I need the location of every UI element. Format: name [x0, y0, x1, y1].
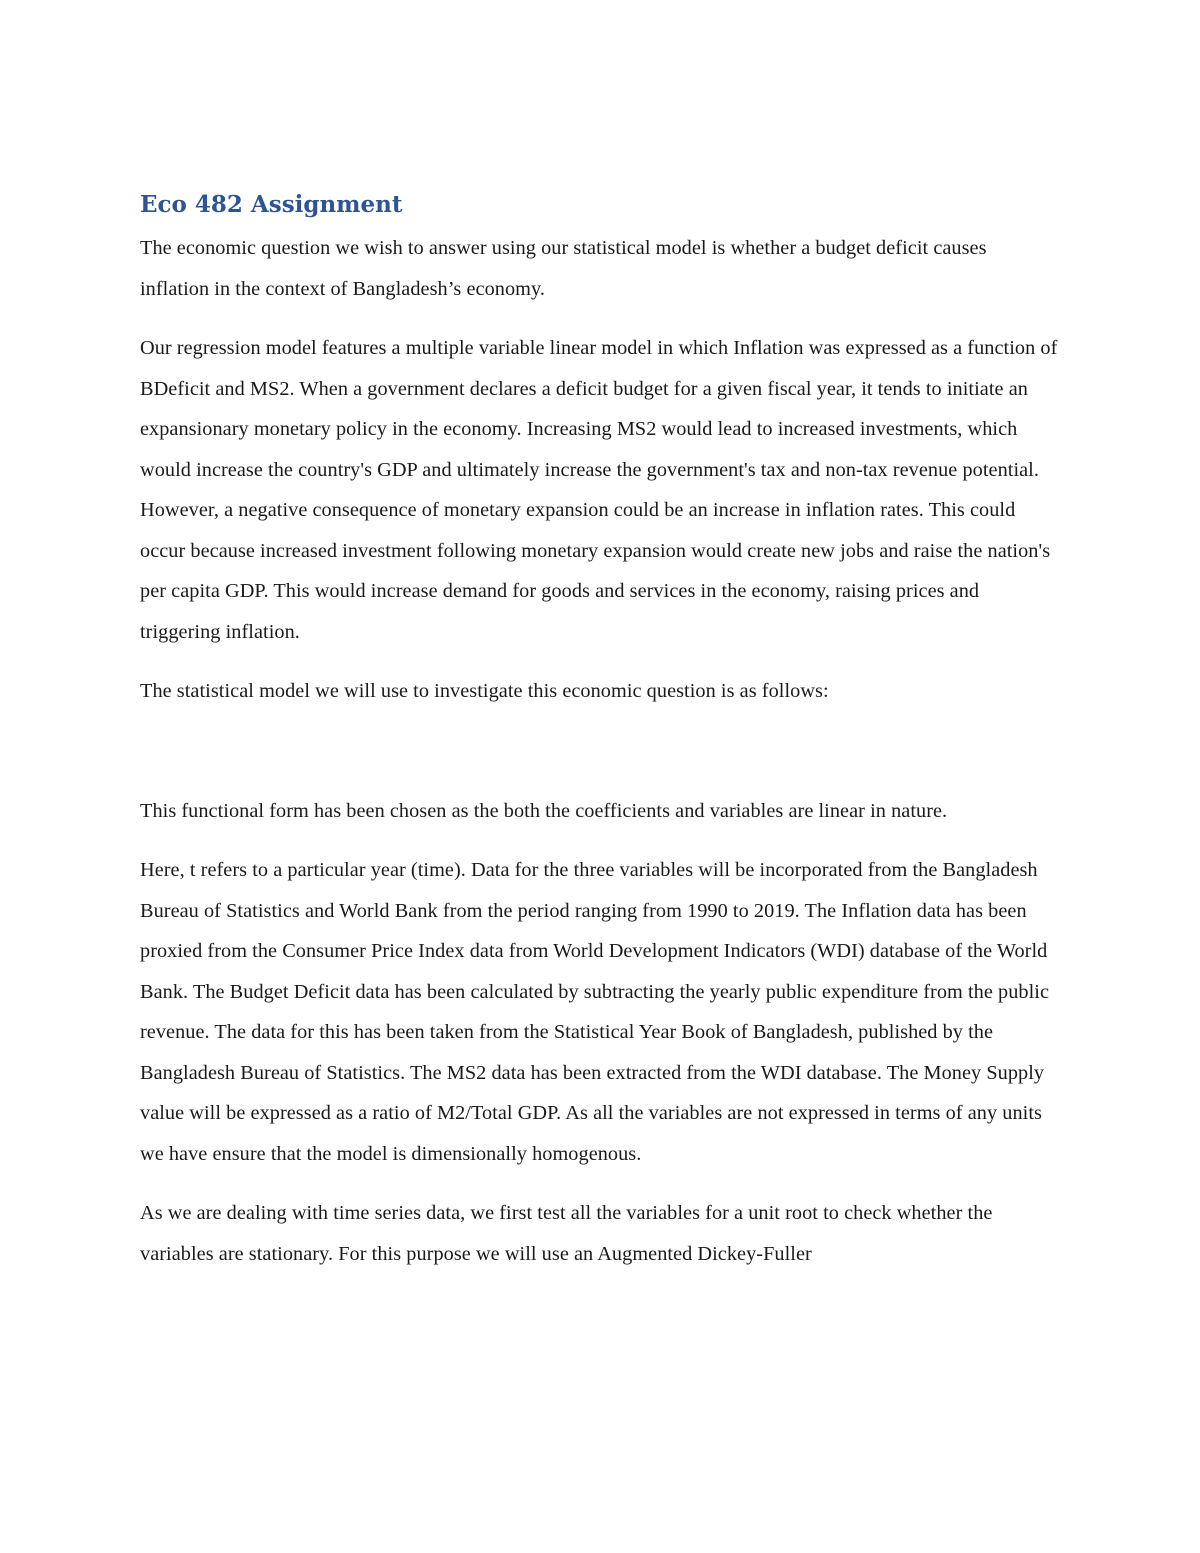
paragraph-functional-form: This functional form has been chosen as the both the coefficients and variables are linear in nature.	[140, 799, 948, 822]
document-page	[140, 186, 1060, 1293]
equation-placeholder	[140, 731, 1060, 791]
paragraph-unit-root: As we are dealing with time series data, we first test all the variables for a unit root to check whether the variables are stationary. For this purpose we will use an Augmented Dickey-Fuller	[140, 1202, 993, 1265]
paragraph-research-question: The economic question we wish to answer using our statistical model is whether a budget deficit causes inflation in the context of Bangladesh’s economy.	[140, 237, 987, 300]
paragraph-data-sources: Here, t refers to a particular year (time). Data for the three variables will be incorporated from the Bangladesh Bureau of Statistics and World Bank from the period ranging from 1990 to 2019. The Inflation data has been proxied from the Consumer Price Index data from World Development Indicators (WDI) database of the World Bank. The Budget Deficit data has been calculated by subtracting the yearly public expenditure from the public revenue. The data for this has been taken from the Statistical Year Book of Bangladesh, published by the Bangladesh Bureau of Statistics. The MS2 data has been extracted from the WDI database. The Money Supply value will be expressed as a ratio of M2/Total GDP. As all the variables are not expressed in terms of any units we have ensure that the model is dimensionally homogenous.	[140, 859, 1050, 1165]
paragraph-model-intro: The statistical model we will use to investigate this economic question is as follows:	[140, 680, 829, 702]
paragraph-regression-model: Our regression model features a multiple variable linear model in which Inflation was expressed as a function of BDeficit and MS2. When a government declares a deficit budget for a given fiscal year, it tends to initiate an expansionary monetary policy in the economy. Increasing MS2 would lead to increased investments, which would increase the country's GDP and ultimately increase the government's tax and non-tax revenue potential. However, a negative consequence of monetary expansion could be an increase in inflation rates. This could occur because increased investment following monetary expansion would create new jobs and raise the nation's per capita GDP. This would increase demand for goods and services in the economy, raising prices and triggering inflation.	[140, 337, 1058, 643]
document-title: Eco 482 Assignment	[140, 191, 403, 218]
